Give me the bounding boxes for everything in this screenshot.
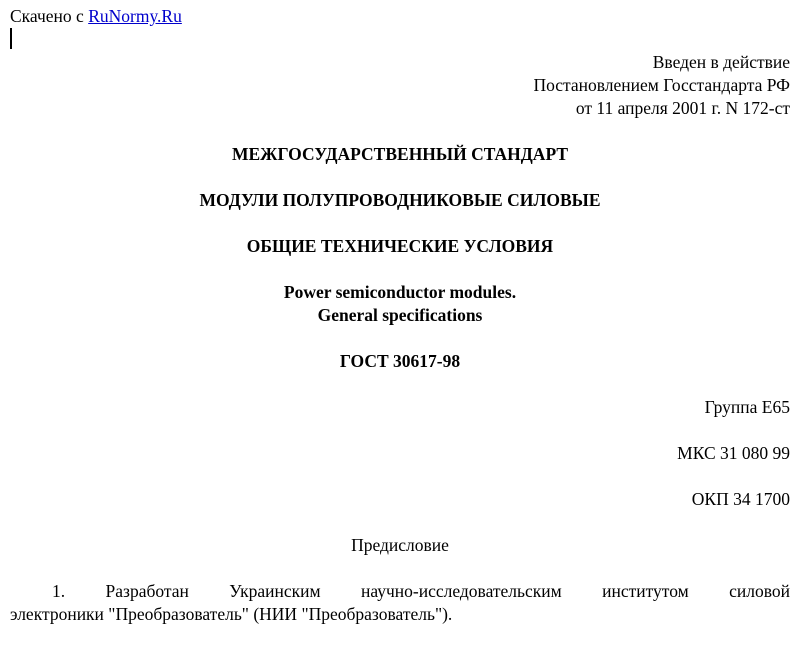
foreword-item-1-line-1: 1. Разработан Украинским научно-исследовательским институтом силовой: [52, 581, 790, 601]
source-line: [10, 5, 182, 28]
text-cursor: [10, 28, 12, 49]
group-code: Группа Е65: [704, 397, 790, 417]
english-title-block: [10, 281, 790, 327]
foreword-heading: Предисловие: [351, 535, 449, 555]
intro-line-3: от 11 апреля 2001 г. N 172-ст: [575, 98, 790, 118]
foreword-item-1: [10, 580, 790, 626]
standard-type-heading: МЕЖГОСУДАРСТВЕННЫЙ СТАНДАРТ: [231, 144, 569, 164]
okp-code: ОКП 34 1700: [691, 489, 790, 509]
standard-name-heading: МОДУЛИ ПОЛУПРОВОДНИКОВЫЕ СИЛОВЫЕ: [199, 190, 601, 210]
foreword-item-1-line-2: электроники "Преобразователь" (НИИ "Преобразователь").: [10, 604, 453, 624]
standard-subtitle-heading: ОБЩИЕ ТЕХНИЧЕСКИЕ УСЛОВИЯ: [246, 236, 554, 256]
intro-block: [10, 51, 790, 120]
source-link[interactable]: RuNormy.Ru: [88, 6, 182, 26]
intro-line-2: Постановлением Госстандарта РФ: [533, 75, 790, 95]
intro-line-1: Введен в действие: [652, 52, 790, 72]
mks-code: МКС 31 080 99: [677, 443, 790, 463]
gost-code: ГОСТ 30617-98: [339, 351, 461, 371]
source-prefix: Скачено с: [10, 6, 89, 26]
english-title-line-2: General specifications: [317, 305, 483, 325]
english-title-line-1: Power semiconductor modules.: [283, 282, 517, 302]
